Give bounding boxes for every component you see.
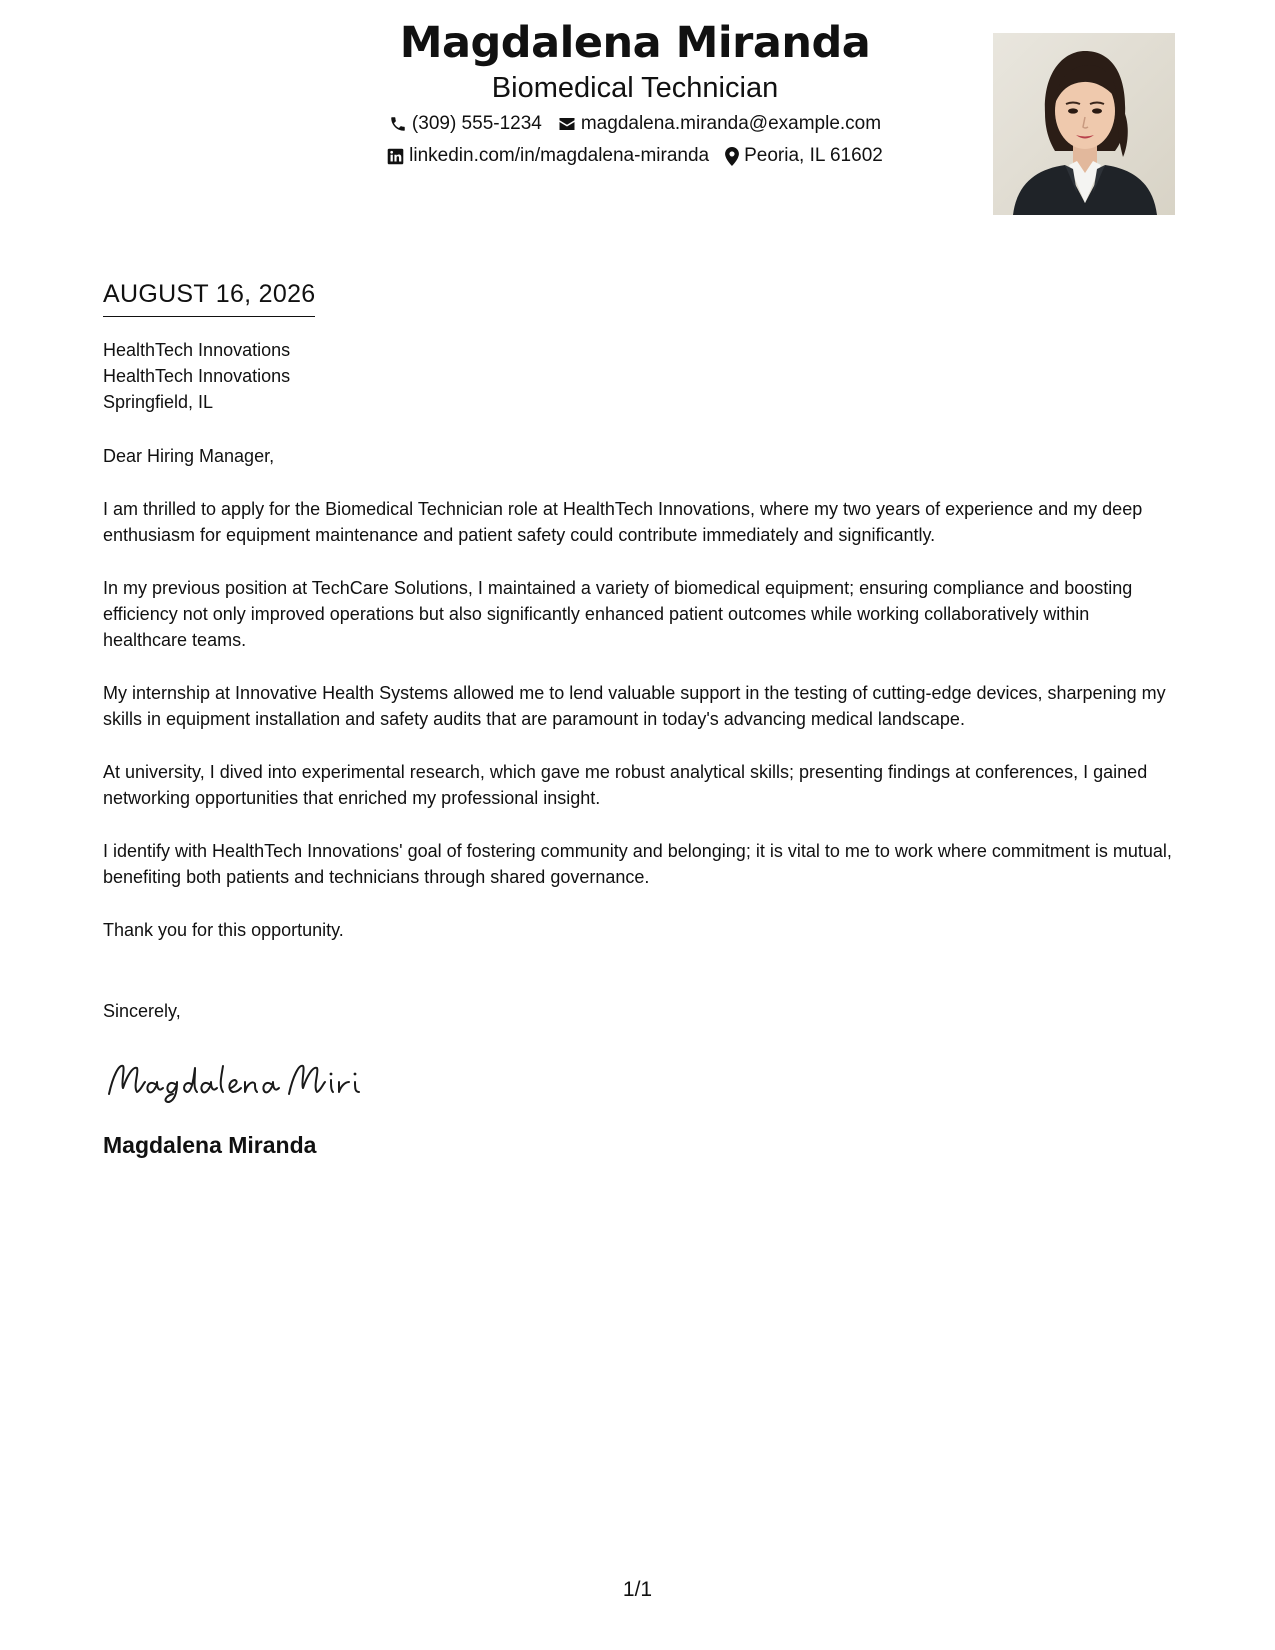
body-paragraph: I identify with HealthTech Innovations' goal of fostering community and belonging; it is vital to me to work where commitment is mutual, benefiting both patients and technicians through shared governance. [103, 841, 1172, 887]
location-text: Peoria, IL 61602 [744, 145, 883, 166]
page-number: 1/1 [622, 1578, 653, 1601]
contact-email[interactable] [558, 112, 881, 136]
letter-date: AUGUST 16, 2026 [103, 278, 315, 317]
phone-text: (309) 555-1234 [411, 113, 542, 134]
recipient-block [103, 337, 1178, 415]
letter-body [103, 278, 1178, 1160]
envelope-icon [558, 116, 576, 132]
linkedin-text: linkedin.com/in/magdalena-miranda [409, 145, 710, 166]
linkedin-icon [387, 148, 404, 165]
letter-header [0, 0, 1275, 230]
contact-location [725, 144, 883, 168]
contact-phone[interactable] [389, 112, 542, 136]
phone-icon [389, 115, 407, 133]
salutation: Dear Hiring Manager, [103, 446, 275, 466]
applicant-name: Magdalena Miranda [399, 18, 871, 68]
closing-paragraph: Thank you for this opportunity. [103, 920, 344, 940]
body-paragraph: My internship at Innovative Health Systems allowed me to lend valuable support in the testing of cutting-edge devices, sharpening my skills in equipment installation and safety audits that are paramount in today's advancing medical landscape. [103, 683, 1166, 729]
map-pin-icon [725, 147, 739, 166]
body-paragraph: I am thrilled to apply for the Biomedical Technician role at HealthTech Innovations, where my two years of experience and my deep enthusiasm for equipment maintenance and patient safety could contribute immediately and significantly. [103, 499, 1143, 545]
recipient-line: HealthTech Innovations [103, 340, 291, 360]
profile-photo [993, 33, 1175, 215]
contact-linkedin[interactable] [387, 144, 709, 168]
signer-name: Magdalena Miranda [103, 1132, 317, 1158]
body-paragraph: In my previous position at TechCare Solutions, I maintained a variety of biomedical equipment; ensuring compliance and boosting efficiency not only improved operations but also significantly enhanced patient outcomes while working collaboratively within healthcare teams. [103, 578, 1133, 650]
recipient-line: HealthTech Innovations [103, 366, 291, 386]
handwritten-signature [103, 1054, 1178, 1106]
recipient-line: Springfield, IL [103, 392, 214, 412]
closing-line: Sincerely, [103, 1001, 181, 1021]
body-paragraph: At university, I dived into experimental research, which gave me robust analytical skills; presenting findings at conferences, I gained networking opportunities that enriched my professional insight. [103, 762, 1148, 808]
job-title: Biomedical Technician [491, 72, 779, 104]
email-text: magdalena.miranda@example.com [580, 113, 882, 134]
